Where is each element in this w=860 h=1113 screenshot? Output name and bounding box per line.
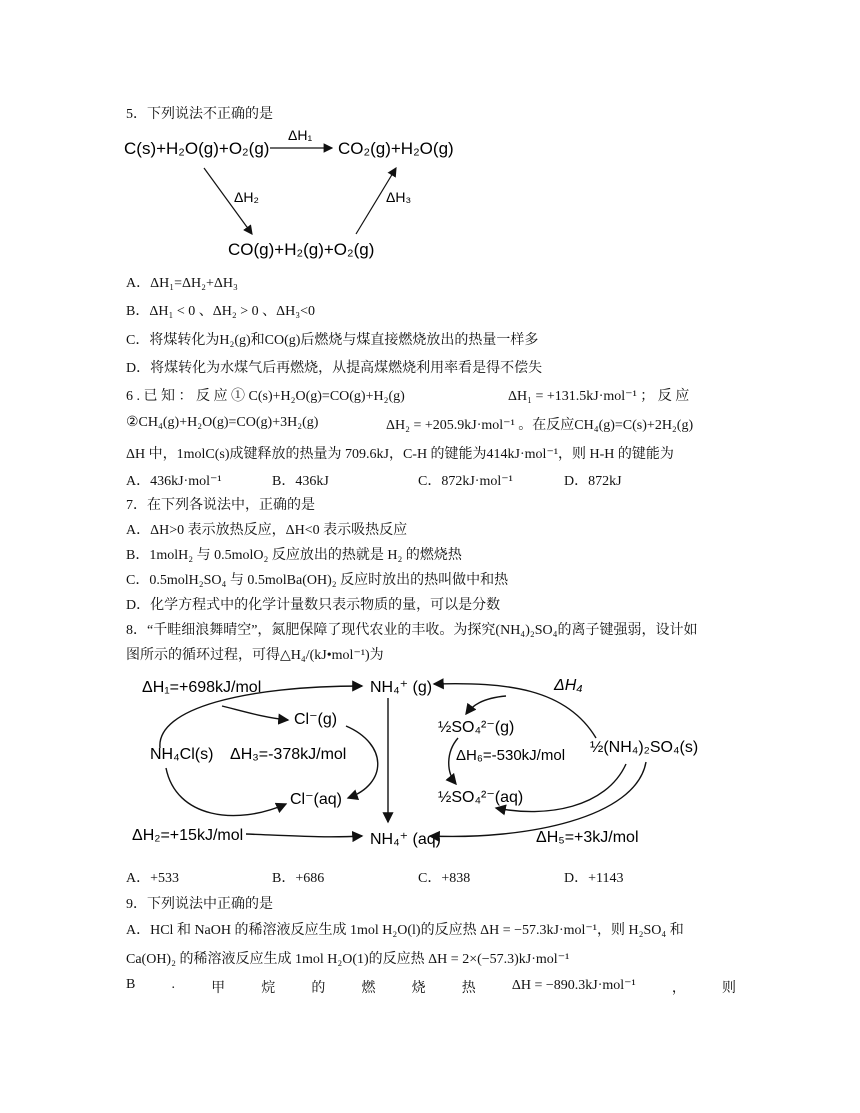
q9-b-token: B xyxy=(126,977,136,992)
q7-option-c: C．0.5molH₂SO₄ 与 0.5molBa(OH)₂ 反应时放出的热叫做中和热 xyxy=(126,573,509,588)
q7-option-a: A．ΔH>0 表示放热反应，ΔH<0 表示吸热反应 xyxy=(126,523,408,538)
q6-line2b: ΔH₂ = +205.9kJ·mol⁻¹ 。在反应CH₄(g)=C(s)+2H₂(g) xyxy=(386,418,694,433)
q9-b-token: 的 xyxy=(311,981,326,996)
q8-nh4-gas: NH₄⁺ (g) xyxy=(370,679,433,696)
q6-line1a: 6 . 已 知 ： 反 应 ① C(s)+H₂O(g)=CO(g)+H₂(g) xyxy=(126,389,405,404)
q6-option-d: D．872kJ xyxy=(564,474,622,489)
q6-option-b: B．436kJ xyxy=(272,474,329,489)
q7-option-d: D．化学方程式中的化学计量数只表示物质的量，可以是分数 xyxy=(126,598,501,613)
q9-option-a-line1: A．HCl 和 NaOH 的稀溶液反应生成 1mol H₂O(l)的反应热 ΔH = −57.3kJ·mol⁻¹，则 H₂SO₄ 和 xyxy=(126,923,684,938)
q9-b-token: 甲 xyxy=(211,981,226,996)
q5-intermediate: CO(g)+H₂(g)+O₂(g) xyxy=(228,240,375,259)
q8-arrow-to-so4g xyxy=(466,696,506,714)
q6-option-c: C．872kJ·mol⁻¹ xyxy=(418,474,513,489)
q5-energy-cycle-diagram xyxy=(120,122,460,264)
q9-b-token: . xyxy=(171,977,175,992)
q9-option-a-line2: Ca(OH)₂ 的稀溶液反应生成 1mol H₂O(1)的反应热 ΔH = 2×(−57.3)kJ·mol⁻¹ xyxy=(126,952,570,967)
q6-line1b: ΔH₁ = +131.5kJ·mol⁻¹ ； 反 应 xyxy=(508,389,690,404)
q8-stem-line1: 8．“千畦细浪舞晴空”，氮肥保障了现代农业的丰收。为探究(NH₄)₂SO₄的离子键强弱，设计如 xyxy=(126,623,698,638)
q5-option-c: C．将煤转化为H₂(g)和CO(g)后燃烧与煤直接燃烧放出的热量一样多 xyxy=(126,333,539,348)
q5-dh3-label: ΔH₃ xyxy=(386,189,412,205)
q9-b-token: 烧 xyxy=(411,981,426,996)
q8-option-d: D．+1143 xyxy=(564,871,624,886)
q6-line2a: ②CH₄(g)+H₂O(g)=CO(g)+3H₂(g) xyxy=(126,415,319,430)
q5-stem: 5．下列说法不正确的是 xyxy=(126,107,273,122)
q9-b-token: ΔH = −890.3kJ·mol⁻¹ xyxy=(511,978,636,993)
q5-reactant: C(s)+H₂O(g)+O₂(g) xyxy=(124,139,270,158)
q8-born-haber-cycle-diagram xyxy=(126,668,699,860)
q8-arrow-dh2 xyxy=(166,768,286,816)
q8-dh6-label: ΔH₆=-530kJ/mol xyxy=(456,747,566,764)
q8-dh3-label: ΔH₃=-378kJ/mol xyxy=(230,746,347,763)
q7-option-b: B．1molH₂ 与 0.5molO₂ 反应放出的热就是 H₂ 的燃烧热 xyxy=(126,548,462,563)
q9-b-token: 燃 xyxy=(361,981,376,996)
q6-option-a: A．436kJ·mol⁻¹ xyxy=(126,474,222,489)
q8-cl-aq: Cl⁻(aq) xyxy=(290,791,343,808)
q8-so4-aq: ½SO₄²⁻(aq) xyxy=(438,789,524,806)
q5-dh1-label: ΔH₁ xyxy=(288,127,313,143)
q9-b-token: 热 xyxy=(461,981,476,996)
q8-cl-gas: Cl⁻(g) xyxy=(294,711,338,728)
q8-so4-gas: ½SO₄²⁻(g) xyxy=(438,719,515,736)
q8-nh42so4: ½(NH₄)₂SO₄(s) xyxy=(590,739,699,756)
q8-option-b: B．+686 xyxy=(272,871,325,886)
q9-option-b-line xyxy=(126,977,736,997)
q8-option-a: A．+533 xyxy=(126,871,180,886)
q8-dh4-label: ΔH₄ xyxy=(554,677,583,694)
q9-b-token: 则 xyxy=(721,981,736,996)
q5-product: CO₂(g)+H₂O(g) xyxy=(338,139,454,158)
q8-stem-line2: 图所示的循环过程，可得△H₄/(kJ•mol⁻¹)为 xyxy=(126,648,384,663)
q8-dh1-label: ΔH₁=+698kJ/mol xyxy=(142,679,262,696)
q8-nh4-aq: NH₄⁺ (aq) xyxy=(370,831,441,848)
q7-stem: 7．在下列各说法中，正确的是 xyxy=(126,498,315,513)
q8-option-c: C．+838 xyxy=(418,871,471,886)
q8-nh4cl: NH₄Cl(s) xyxy=(150,746,214,763)
q8-dh2-label: ΔH₂=+15kJ/mol xyxy=(132,827,244,844)
q5-option-d: D．将煤转化为水煤气后再燃烧，从提高煤燃烧利用率看是得不偿失 xyxy=(126,361,543,376)
q9-b-token: 烷 xyxy=(261,981,276,996)
q5-option-a: A．ΔH₁=ΔH₂+ΔH₃ xyxy=(126,276,238,291)
q8-arrow-to-clg xyxy=(222,706,288,720)
q9-stem: 9．下列说法中正确的是 xyxy=(126,897,273,912)
q5-option-b: B．ΔH₁ < 0 、ΔH₂ > 0 、ΔH₃<0 xyxy=(126,304,316,319)
q8-arrow-to-nh4aq-left xyxy=(246,834,362,837)
q8-arrow-dh3 xyxy=(346,726,378,798)
q5-dh2-label: ΔH₂ xyxy=(234,189,259,205)
q8-dh5-label: ΔH₅=+3kJ/mol xyxy=(536,829,639,846)
q6-line3: ΔH 中，1molC(s)成键释放的热量为 709.6kJ，C-H 的键能为414kJ·mol⁻¹，则 H-H 的键能为 xyxy=(126,447,674,462)
q9-b-token: ， xyxy=(671,981,686,996)
